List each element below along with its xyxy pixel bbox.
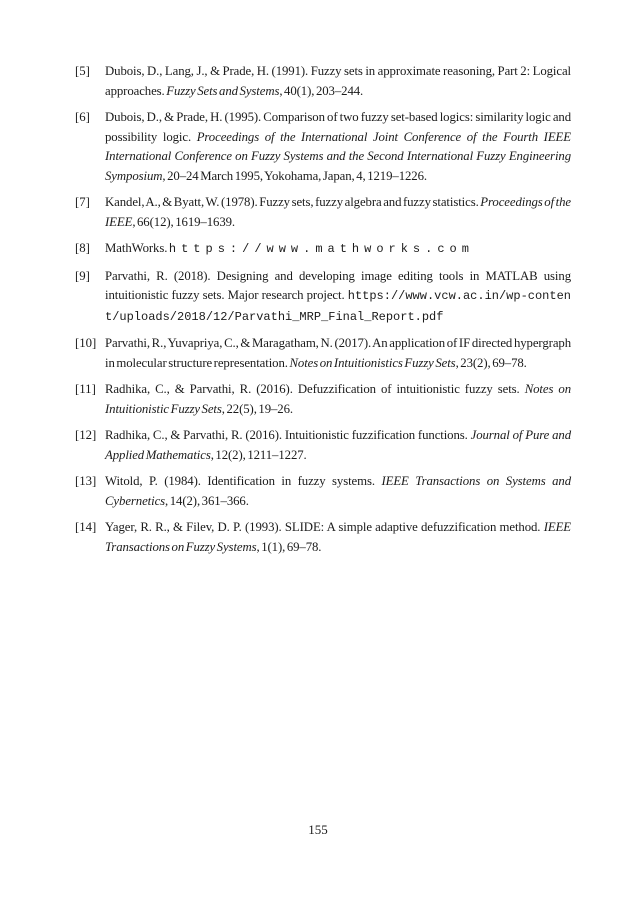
text-segment: Yager, R. R., & Filev, D. P. (1993). SLIDE: A simple adaptive defuzzification method. [105,520,544,534]
reference-label: [6] [75,110,90,124]
reference-item [75,380,571,419]
text-segment: Parvathi, R., Yuvapriya, C., & Maragatham, N. (2017). An application of IF directed hypergraph in molecular structure representation. [105,336,571,370]
reference-item [75,193,571,232]
text-segment: , 66(12), 1619–1639. [132,214,236,229]
reference-label: [11] [75,382,96,396]
reference-label: [13] [75,474,97,488]
text-segment: Notes on Intuitionistic Fuzzy Sets [105,382,571,416]
text-segment: Radhika, C., & Parvathi, R. (2016). Defuzzification of intuitionistic fuzzy sets. [105,382,525,396]
reference-label: [12] [75,428,97,442]
reference-text [105,382,571,416]
text-segment: , 20–24 March 1995, Yokohama, Japan, 4, 1219–1226. [162,168,427,183]
reference-text [105,195,571,229]
references-list [75,62,571,564]
reference-item [75,334,571,373]
text-segment: , 22(5), 19–26. [221,401,293,416]
text-segment: Dubois, D., & Prade, H. (1995). Comparison of two fuzzy set-based logics: similarity logic and possibility logic. [105,110,571,144]
reference-item [75,108,571,186]
text-segment: , 40(1), 203–244. [279,83,364,98]
reference-text [105,241,474,255]
text-segment: , 1(1), 69–78. [256,539,322,554]
text-segment: Dubois, D., Lang, J., & Prade, H. (1991). Fuzzy sets in approximate reasoning, Part 2: Logical approaches. [105,64,571,98]
reference-item [75,472,571,511]
text-segment: , 23(2), 69–78. [455,355,527,370]
text-segment: IEEE Transactions on Systems and Cybernetics [105,474,571,508]
text-segment: , 12(2), 1211–1227. [210,447,307,462]
reference-item [75,267,571,328]
text-segment: Notes on Intuitionistics Fuzzy Sets [289,355,456,370]
reference-label: [8] [75,241,90,255]
page-number: 155 [308,822,328,837]
reference-text [105,269,571,323]
reference-text [105,64,571,98]
reference-text [105,110,571,183]
reference-text [105,428,571,462]
text-segment: Fuzzy Sets and Systems [166,83,280,98]
reference-item [75,518,571,557]
text-segment: Radhika, C., & Parvathi, R. (2016). Intuitionistic fuzzification functions. [105,428,471,442]
text-segment: IEEE Transactions on Fuzzy Systems [105,520,571,554]
reference-text [105,336,571,370]
text-segment: Witold, P. (1984). Identification in fuzzy systems. [105,474,382,488]
reference-label: [5] [75,64,90,78]
reference-text [105,474,571,508]
url-link[interactable]: https://www.mathworks.com [168,242,474,256]
text-segment: , 14(2), 361–366. [165,493,249,508]
text-segment: Kandel, A., & Byatt, W. (1978). Fuzzy sets, fuzzy algebra and fuzzy statistics. [105,195,481,209]
reference-item [75,62,571,101]
text-segment: Parvathi, R. (2018). Designing and developing image editing tools in MATLAB using intuitionistic fuzzy sets. Major research project. [105,268,571,302]
text-segment: Journal of Pure and Applied Mathematics [105,428,571,462]
text-segment: MathWorks. [105,241,169,255]
reference-label: [14] [75,520,97,534]
url-link[interactable]: https://www.vcw.ac.in/wp-content/uploads/2018/12/Parvathi_MRP_Final_Report.pdf [105,289,571,324]
text-segment: Proceedings of the IEEE [105,195,571,229]
reference-item [75,239,571,260]
reference-label: [9] [75,268,90,283]
reference-item [75,426,571,465]
reference-label: [10] [75,336,97,350]
text-segment: Proceedings of the International Joint Conference of the Fourth IEEE International Conference on Fuzzy Systems and the Second International Fuzzy Engineering Symposium [105,129,571,183]
reference-label: [7] [75,195,90,209]
reference-text [105,520,571,554]
